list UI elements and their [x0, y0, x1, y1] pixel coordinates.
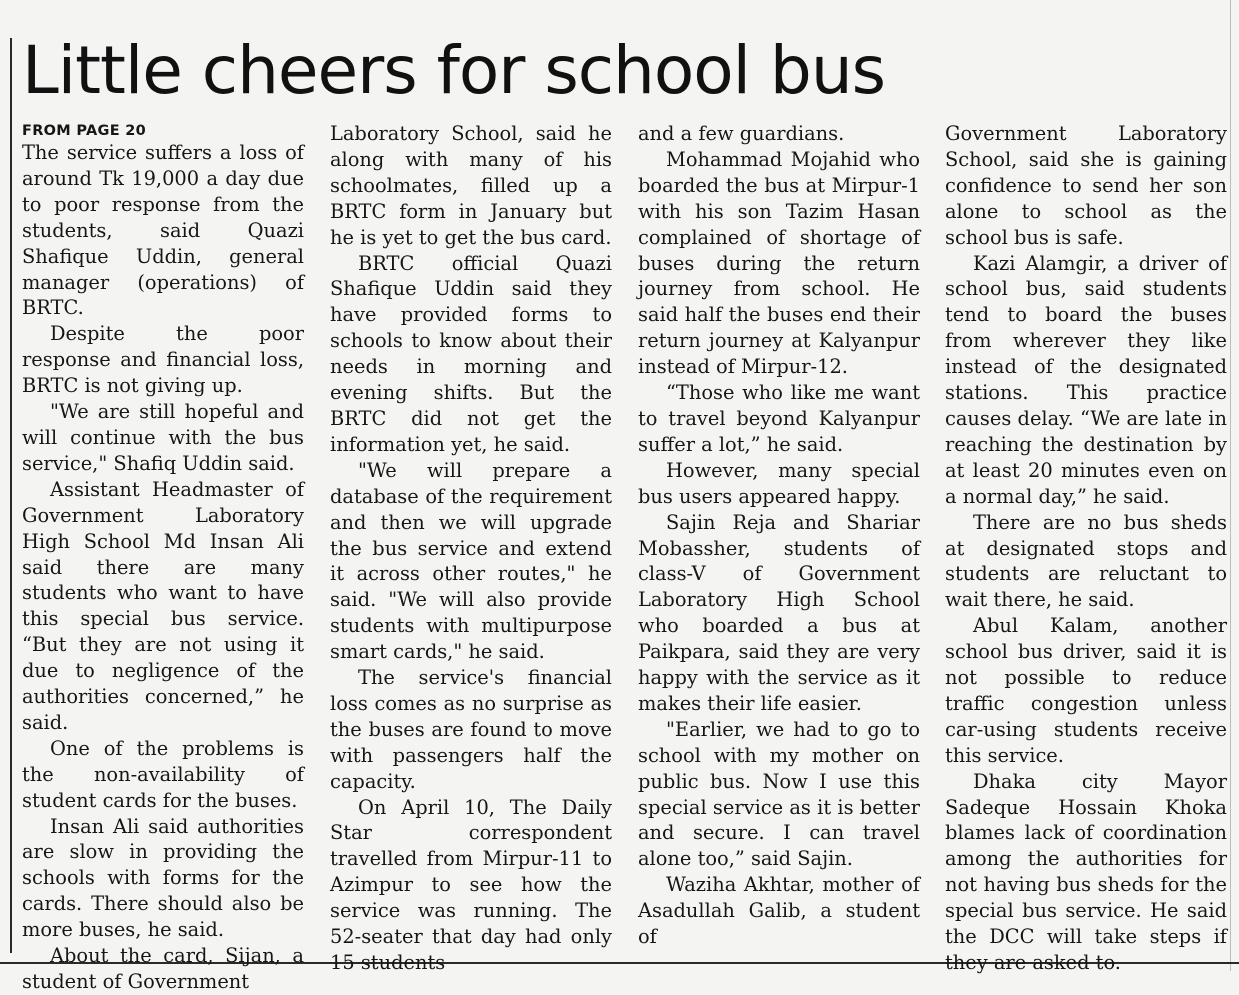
paragraph: Laboratory School, said he along with many of his schoolmates, filled up a BRTC form in January but he is yet to get the bus card. — [330, 122, 612, 249]
paragraph: Insan Ali said authorities are slow in providing the schools with forms for the cards. There should also be more buses, he said. — [22, 814, 304, 942]
paragraph: Sajin Reja and Shariar Mobassher, students of class-V of Government Laboratory High School who boarded a bus at Paikpara, said they are very happy with the service as it makes their life easier. — [638, 510, 920, 715]
paragraph: Despite the poor response and financial loss, BRTC is not giving up. — [22, 322, 304, 398]
paragraph: One of the problems is the non-availability of student cards for the buses. — [22, 736, 304, 812]
article-column-3 — [638, 121, 920, 950]
paragraph: On April 10, The Daily Star correspondent travelled from Mirpur-11 to Azimpur to see how the service was running. The 52-seater that day had only 15 students — [330, 795, 612, 974]
headline: Little cheers for school bus — [22, 32, 886, 109]
paragraph: About the card, Sijan, a student of Government — [22, 944, 304, 993]
paragraph: Mohammad Mojahid who boarded the bus at Mirpur-1 with his son Tazim Hasan complained of shortage of buses during the return journey from school. He said half the buses end their return journey at Kalyanpur instead of Mirpur-12. — [638, 147, 920, 379]
paragraph: Abul Kalam, another school bus driver, said it is not possible to reduce traffic congestion unless car-using students receive this service. — [945, 614, 1227, 767]
article-column-1 — [22, 121, 304, 995]
paragraph: Government Laboratory School, said she is gaining confidence to send her son alone to school as the school bus is safe. — [945, 122, 1227, 249]
right-edge-rule — [1230, 0, 1231, 971]
paragraph: "We are still hopeful and will continue with the bus service," Shafiq Uddin said. — [22, 400, 304, 475]
paragraph: Kazi Alamgir, a driver of school bus, said students tend to board the buses from wherever they like instead of the designated stations. This practice causes delay. “We are late in reaching the destination by at least 20 minutes even on a normal day,” he said. — [945, 251, 1227, 508]
paragraph: Dhaka city Mayor Sadeque Hossain Khoka blames lack of coordination among the authorities for not having bus sheds for the special bus service. He said the DCC will take steps if they are asked to. — [945, 769, 1227, 974]
paragraph: "We will prepare a database of the requirement and then we will upgrade the bus service and extend it across other routes," he said. "We will also provide students with multipurpose smart cards," he said. — [330, 458, 612, 664]
paragraph: “Those who like me want to travel beyond Kalyanpur suffer a lot,” he said. — [638, 381, 920, 456]
paragraph: BRTC official Quazi Shafique Uddin said they have provided forms to schools to know about their needs in morning and evening shifts. But the BRTC did not get the information yet, he said. — [330, 251, 612, 456]
paragraph: The service's financial loss comes as no surprise as the buses are found to move with passengers half the capacity. — [330, 666, 612, 793]
paragraph: There are no bus sheds at designated stops and students are reluctant to wait there, he said. — [945, 510, 1227, 612]
article-column-2 — [330, 121, 612, 976]
paragraph: However, many special bus users appeared happy. — [638, 458, 920, 508]
paragraph: The service suffers a loss of around Tk 19,000 a day due to poor response from the students, said Quazi Shafique Uddin, general manager (operations) of BRTC. — [22, 141, 304, 320]
paragraph: and a few guardians. — [638, 122, 845, 145]
jump-label: FROM PAGE 20 — [22, 123, 147, 139]
left-column-rule — [10, 38, 12, 953]
paragraph: Waziha Akhtar, mother of Asadullah Galib, a student of — [638, 873, 920, 949]
paragraph: "Earlier, we had to go to school with my mother on public bus. Now I use this special service as it is better and secure. I can travel alone too,” said Sajin. — [638, 717, 920, 871]
article-column-4 — [945, 121, 1227, 976]
paragraph: Assistant Headmaster of Government Laboratory High School Md Insan Ali said there are many students who want to have this special bus service. “But they are not using it due to negligence of the authorities concerned,” he said. — [22, 477, 304, 734]
